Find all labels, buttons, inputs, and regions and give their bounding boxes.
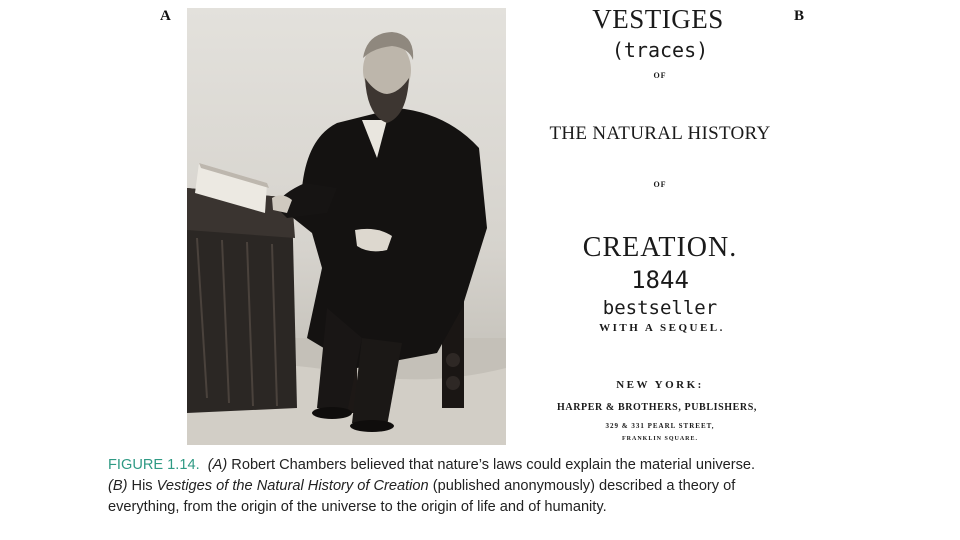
title-publisher: HARPER & BROTHERS, PUBLISHERS,: [557, 402, 757, 413]
title-city: NEW YORK:: [616, 379, 704, 391]
title-creation: CREATION.: [582, 232, 738, 263]
portrait-photo: [187, 8, 506, 445]
panel-label-a: A: [160, 8, 171, 24]
title-vestiges: VESTIGES: [592, 4, 724, 34]
caption-line1-text: Robert Chambers believed that nature’s laws could explain the material universe.: [227, 457, 756, 473]
caption-b-tag: (B): [108, 478, 128, 494]
title-of-1: OF: [653, 71, 667, 80]
title-traces-annotation: (traces): [611, 38, 709, 62]
caption-a-tag: (A): [207, 457, 228, 473]
caption-line-2: [108, 476, 888, 497]
caption-book-title: Vestiges of the Natural History of Creation: [156, 478, 429, 494]
title-address: 329 & 331 PEARL STREET,: [605, 422, 715, 430]
caption-line-1: [108, 455, 888, 476]
title-bestseller-annotation: bestseller: [602, 297, 718, 319]
title-square: FRANKLIN SQUARE.: [621, 436, 698, 442]
panel-label-b: B: [794, 8, 805, 24]
title-of-2: OF: [653, 180, 667, 189]
title-page-scan: [520, 0, 800, 450]
portrait-illustration: [187, 8, 506, 445]
caption-his: His: [127, 478, 157, 494]
figure-label: FIGURE 1.14.: [108, 457, 200, 473]
title-natural-history: THE NATURAL HISTORY: [549, 123, 771, 144]
figure-caption: [108, 455, 888, 518]
title-year-annotation: 1844: [631, 266, 689, 294]
caption-line2-text: (published anonymously) described a theory of: [428, 478, 736, 494]
title-sequel: WITH A SEQUEL.: [599, 322, 725, 334]
caption-line-3: everything, from the origin of the universe to the origin of life and of humanity.: [108, 499, 607, 515]
